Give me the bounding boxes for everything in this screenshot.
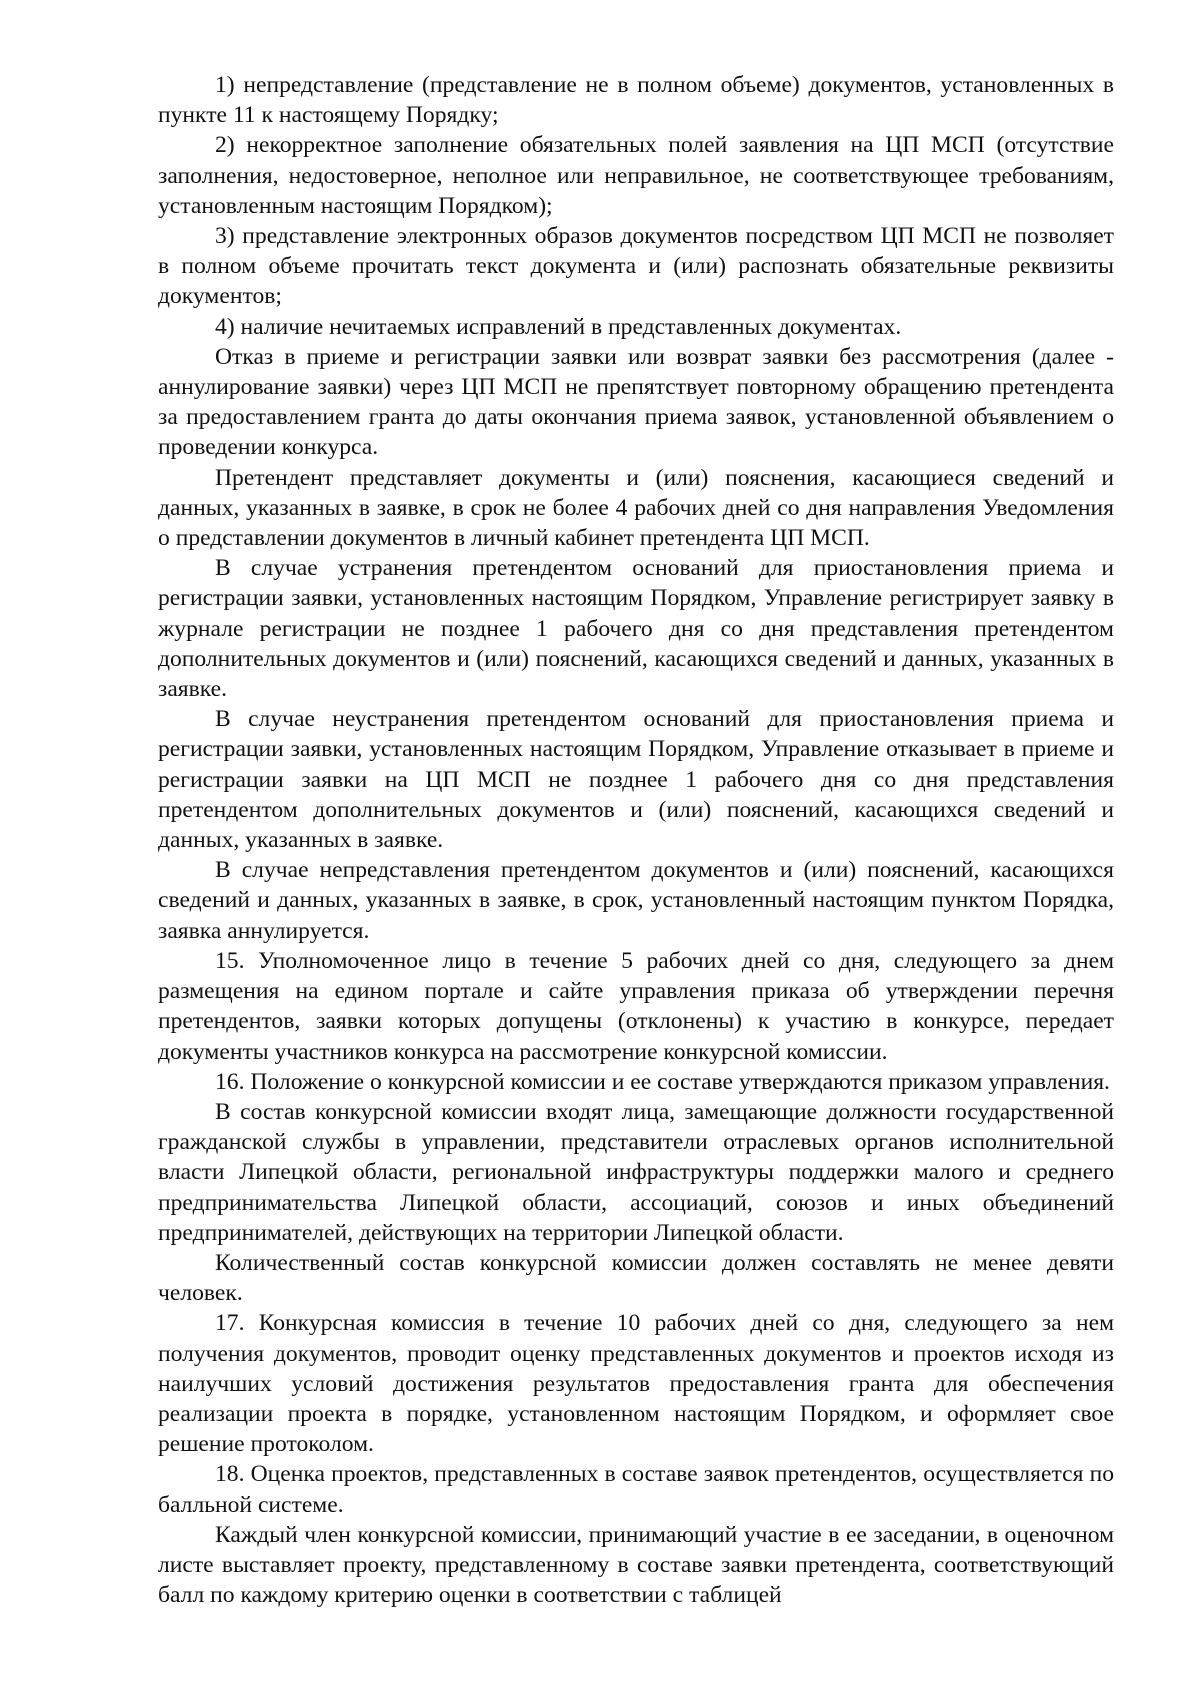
paragraph-item-2: 2) некорректное заполнение обязательных полей заявления на ЦП МСП (отсутствие заполнения, недостоверное, неполное или неправильное, не соответствующее требованиям, установленным настоящим Порядком); <box>158 132 1114 219</box>
paragraph-clause-15: 15. Уполномоченное лицо в течение 5 рабочих дней со дня, следующего за днем размещения на едином портале и сайте управления приказа об утверждении перечня претендентов, заявки которых допущены (отклонены) к участию в конкурсе, передает документы участников конкурса на рассмотрение конкурсной комиссии. <box>158 947 1114 1065</box>
paragraph-evaluation: Каждый член конкурсной комиссии, принимающий участие в ее заседании, в оценочном листе выставляет проекту, представленному в составе заявки претендента, соответствующий балл по каждому критерию оценки в соответствии с таблицей <box>158 1521 1114 1609</box>
paragraph-item-3: 3) представление электронных образов документов посредством ЦП МСП не позволяет в полном объеме прочитать текст документа и (или) распознать обязательные реквизиты документов; <box>158 223 1114 310</box>
paragraph-item-1: 1) непредставление (представление не в полном объеме) документов, установленных в пункте 11 к настоящему Порядку; <box>158 72 1114 129</box>
paragraph-applicant-docs: Претендент представляет документы и (или) пояснения, касающиеся сведений и данных, указанных в заявке, в срок не более 4 рабочих дней со дня направления Уведомления о представлении документов в личный кабинет претендента ЦП МСП. <box>158 464 1114 552</box>
paragraph-clause-18: 18. Оценка проектов, представленных в составе заявок претендентов, осуществляется по балльной системе. <box>158 1461 1114 1518</box>
document-body <box>158 70 1114 1610</box>
paragraph-clause-16: 16. Положение о конкурсной комиссии и ее составе утверждаются приказом управления. <box>215 1068 1110 1095</box>
paragraph-commission-size: Количественный состав конкурсной комиссии должен составлять не менее девяти человек. <box>158 1249 1114 1307</box>
paragraph-commission-members: В состав конкурсной комиссии входят лица, замещающие должности государственной гражданской службы в управлении, представители отраслевых органов исполнительной власти Липецкой области, региональной инфраструктуры поддержки малого и среднего предпринимательства Липецкой области, ассоциаций, союзов и иных объединений предпринимателей, действующих на территории Липецкой области. <box>158 1098 1114 1246</box>
paragraph-elimination: В случае устранения претендентом оснований для приостановления приема и регистрации заявки, установленных настоящим Порядком, Управление регистрирует заявку в журнале регистрации не позднее 1 рабочего дня со дня представления претендентом дополнительных документов и (или) пояснений, касающихся сведений и данных, указанных в заявке. <box>158 555 1114 703</box>
paragraph-refusal: Отказ в приеме и регистрации заявки или возврат заявки без рассмотрения (далее - аннулирование заявки) через ЦП МСП не препятствует повторному обращению претендента за предоставлением гранта до даты окончания приема заявок, установленной объявлением о проведении конкурса. <box>158 343 1114 461</box>
paragraph-clause-17: 17. Конкурсная комиссия в течение 10 рабочих дней со дня, следующего за нем получения документов, проводит оценку представленных документов и проектов исходя из наилучших условий достижения результатов предоставления гранта для обеспечения реализации проекта в порядке, установленном настоящим Порядком, и оформляет свое решение протоколом. <box>158 1310 1114 1458</box>
paragraph-non-submission: В случае непредставления претендентом документов и (или) пояснений, касающихся сведений и данных, указанных в заявке, в срок, установленный настоящим пунктом Порядка, заявка аннулируется. <box>158 857 1114 944</box>
paragraph-item-4: 4) наличие нечитаемых исправлений в представленных документах. <box>215 313 902 340</box>
paragraph-non-elimination: В случае неустранения претендентом оснований для приостановления приема и регистрации заявки, установленных настоящим Порядком, Управление отказывает в приеме и регистрации заявки на ЦП МСП не позднее 1 рабочего дня со дня представления претендентом дополнительных документов и (или) пояснений, касающихся сведений и данных, указанных в заявке. <box>158 706 1114 854</box>
